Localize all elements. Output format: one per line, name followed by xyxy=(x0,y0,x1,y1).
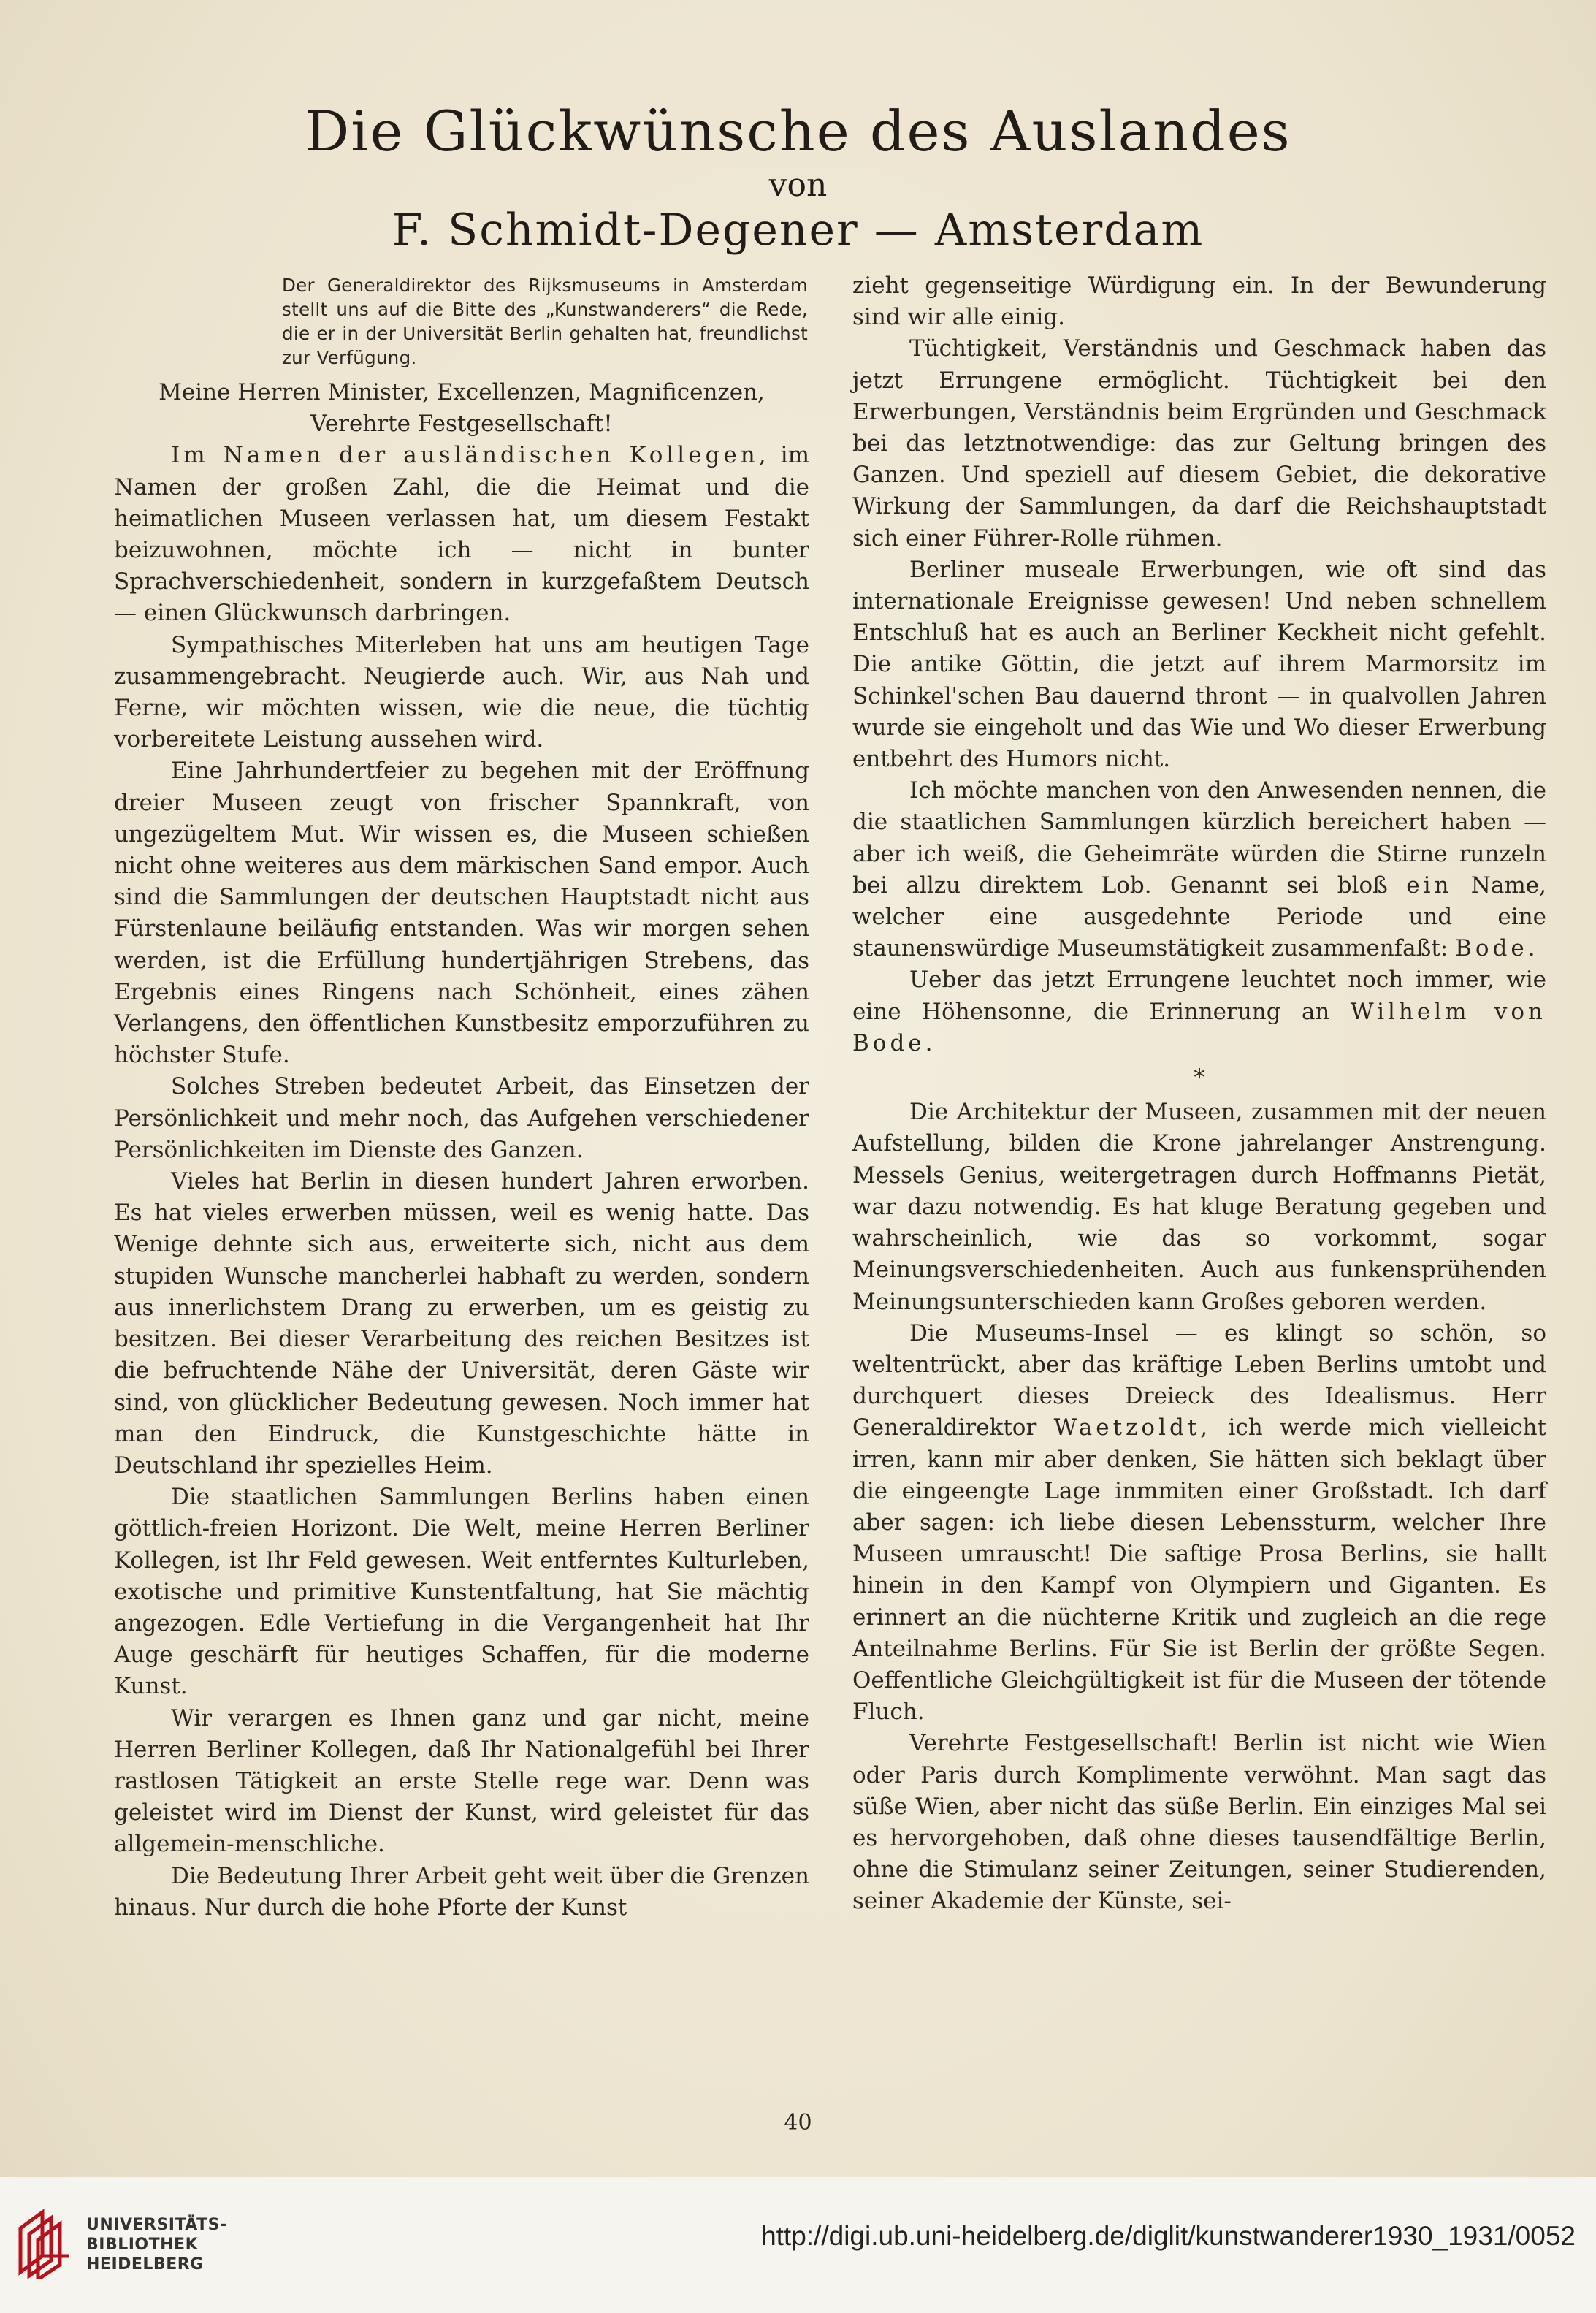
page-number: 40 xyxy=(784,2110,812,2135)
paragraph-text: Ich möchte manchen von den Anwesenden nennen, die die staatlichen Sammlungen kürzlich bereichert haben — aber ich weiß, die Geheimräte würden die Stirne runzeln bei allzu direktem Lob. Genannt sei bloß xyxy=(852,777,1546,899)
paragraph: Solches Streben bedeutet Arbeit, das Einsetzen der Persönlichkeit und mehr noch, das Aufgehen verschiedener Persönlichkeiten im Dienste des Ganzen. xyxy=(114,1073,809,1163)
paragraph-text: im Namen der großen Zahl, die die Heimat und die heimatlichen Museen verlassen hat, um diesem Festakt beizuwohnen, möchte ich — nicht in bunter Sprachverschiedenheit, sondern in kurzgefaßtem Deutsch — einen Glückwunsch darbringen. xyxy=(114,442,809,627)
paragraph-text: Ueber das jetzt Errungene leuchtet noch immer, wie eine Höhensonne, die Erinnerung an xyxy=(852,967,1546,1025)
spaced-text: Wilhelm von Bode. xyxy=(852,998,1547,1056)
article-author: F. Schmidt-Degener — Amsterdam xyxy=(392,205,1204,256)
paragraph: Eine Jahrhundertfeier zu begehen mit der Eröffnung dreier Museen zeugt von frischer Spannkraft, von ungezügeltem Mut. Wir wissen es, die Museen schießen nicht ohne weiteres aus dem märkischen Sand empor. Auch sind die Sammlungen der deutschen Hauptstadt nicht aus Fürstenlaune beiläufig entstanden. Was wir morgen sehen werden, ist die Erfüllung hundertjährigen Strebens, das Ergebnis eines Ringens nach Schönheit, eines zähen Verlangens, den öffentlichen Kunstbesitz emporzuführen zu höchster Stufe. xyxy=(114,758,809,1069)
paragraph-text: ich werde mich vielleicht irren, kann mir aber denken, Sie hätten sich beklagt über die eingeengte Lage inmmiten einer Großstadt. Ich darf aber sagen: ich liebe diesen Lebenssturm, welcher Ihre Museen umrauscht! Die saftige Prosa Berlins, sie hallt hinein in den Kampf von Olympiern und Giganten. Es erinnert an die nüchterne Kritik und zugleich an die rege Anteilnahme Berlins. Für Sie ist Berlin der größte Segen. Oeffentliche Gleichgültigkeit ist für die Museen der tötende Fluch. xyxy=(852,1414,1546,1726)
paragraph xyxy=(852,964,1546,1059)
spaced-text: Bode. xyxy=(1455,935,1539,962)
article-title: Die Glückwünsche des Auslandes xyxy=(305,99,1291,164)
paragraph: Die Architektur der Museen, zusammen mit der neuen Aufstellung, bilden die Krone jahrelanger Anstrengung. Messels Genius, weitergetragen durch Hoffmanns Pietät, war dazu notwendig. Es hat kluge Beratung gegeben und wahrscheinlich, wie das so vorkommt, sogar Meinungsverschiedenheiten. Auch aus funkensprühenden Meinungsunterschieden kann Großes geboren werden. xyxy=(852,1099,1546,1315)
section-divider: * xyxy=(1194,1064,1205,1091)
footer-bar xyxy=(0,2177,1596,2313)
paragraph: Sympathisches Miterleben hat uns am heutigen Tage zusammengebracht. Neugierde auch. Wir, aus Nah und Ferne, wir möchten wissen, wie die neue, die tüchtig vorbereitete Leistung aussehen wird. xyxy=(114,631,809,753)
spaced-text: ein xyxy=(1406,872,1453,899)
library-name xyxy=(86,2215,227,2274)
paragraph: zieht gegenseitige Würdigung ein. In der Bewunderung sind wir alle einig. xyxy=(852,273,1546,331)
paragraph xyxy=(852,1318,1546,1729)
spaced-text: Waetzoldt, xyxy=(1053,1414,1212,1441)
paragraph: Verehrte Festgesellschaft! Berlin ist nicht wie Wien oder Paris durch Komplimente verwöhnt. Man sagt das süße Wien, aber nicht das süße Berlin. Ein einziges Mal sei es hervorgehoben, daß ohne dieses tausendfältige Berlin, ohne die Stimulanz seiner Zeitungen, seiner Studierenden, seiner Akademie der Künste, sei- xyxy=(852,1730,1546,1915)
paragraph xyxy=(114,440,809,629)
library-name-line: HEIDELBERG xyxy=(86,2255,204,2274)
paragraph: Die staatlichen Sammlungen Berlins haben einen göttlich-freien Horizont. Die Welt, meine Herren Berliner Kollegen, ist Ihr Feld gewesen. Weit entferntes Kulturleben, exotische und primitive Kunstentfaltung, hat Sie mächtig angezogen. Edle Vertiefung in die Vergangenheit hat Ihr Auge geschärft für heutiges Schaffen, für die moderne Kunst. xyxy=(114,1484,809,1700)
paragraph xyxy=(852,775,1546,964)
right-column xyxy=(852,270,1546,1918)
library-logo-icon xyxy=(13,2206,76,2279)
source-url-link[interactable]: http://digi.ub.uni-heidelberg.de/diglit/kunstwanderer1930_1931/0052 xyxy=(761,2221,1576,2251)
spaced-text: Im Namen der ausländischen Kollegen, xyxy=(171,442,770,469)
paragraph: Tüchtigkeit, Verständnis und Geschmack haben das jetzt Errungene ermöglicht. Tüchtigkeit bei den Erwerbungen, Verständnis beim Ergründen und Geschmack bei das letztnotwendige: das zur Geltung bringen des Ganzen. Und speziell auf diesem Gebiet, die dekorative Wirkung der Sammlungen, da darf die Reichshauptstadt sich einer Führer-Rolle rühmen. xyxy=(852,335,1546,552)
paragraph: Wir verargen es Ihnen ganz und gar nicht, meine Herren Berliner Kollegen, daß Ihr Nationalgefühl bei Ihrer rastlosen Tätigkeit an erste Stelle rege war. Denn was geleistet wird im Dienst der Kunst, wird geleistet für das allgemein-menschliche. xyxy=(114,1704,809,1858)
library-name-line: UNIVERSITÄTS- xyxy=(86,2216,227,2234)
left-column xyxy=(114,270,809,1924)
paragraph: Vieles hat Berlin in diesen hundert Jahren erworben. Es hat vieles erwerben müssen, weil es wenig hatte. Das Wenige dehnte sich aus, erweiterte sich, nicht aus dem stupiden Wunsche mancherlei habhaft zu werden, sondern aus innerlichstem Drang zu erwerben, um es geistig zu besitzen. Bei dieser Verarbeitung des reichen Besitzes ist die befruchtende Nähe der Universität, deren Gäste wir sind, von glücklicher Bedeutung gewesen. Noch immer hat man den Eindruck, die Kunstgeschichte hätte in Deutschland ihr spezielles Heim. xyxy=(114,1168,809,1479)
paragraph: Die Bedeutung Ihrer Arbeit geht weit über die Grenzen hinaus. Nur durch die hohe Pforte der Kunst xyxy=(114,1862,809,1921)
article-von: von xyxy=(768,167,828,204)
paragraph-text: Name, welcher eine ausgedehnte Periode und eine staunenswürdige Museumstätigkeit zusammenfaßt: xyxy=(852,872,1546,962)
paragraph: Berliner museale Erwerbungen, wie oft sind das internationale Ereignisse gewesen! Und neben schnellem Entschluß hat es auch an Berliner Keckheit nicht gefehlt. Die antike Göttin, die jetzt auf ihrem Marmorsitz im Schinkel'schen Bau dauernd thront — in qualvollen Jahren wurde sie eingeholt und das Wie und Wo dieser Erwerbung entbehrt des Humors nicht. xyxy=(852,556,1546,773)
editorial-note: Der Generaldirektor des Rijksmuseums in Amsterdam stellt uns auf die Bitte des „Kunstwanderers“ die Rede, die er in der Universität Berlin gehalten hat, freundlichst zur Verfügung. xyxy=(282,275,808,368)
library-name-line: BIBLIOTHEK xyxy=(86,2236,199,2254)
salutation-line-1: Meine Herren Minister, Excellenzen, Magnificenzen, xyxy=(159,379,765,405)
paragraph-text: Die Museums-Insel — es klingt so schön, so weltentrückt, aber das kräftige Leben Berlins umtobt und durchquert dieses Dreieck des Idealismus. Herr Generaldirektor xyxy=(852,1319,1546,1441)
salutation-line-2: Verehrte Festgesellschaft! xyxy=(310,411,613,438)
